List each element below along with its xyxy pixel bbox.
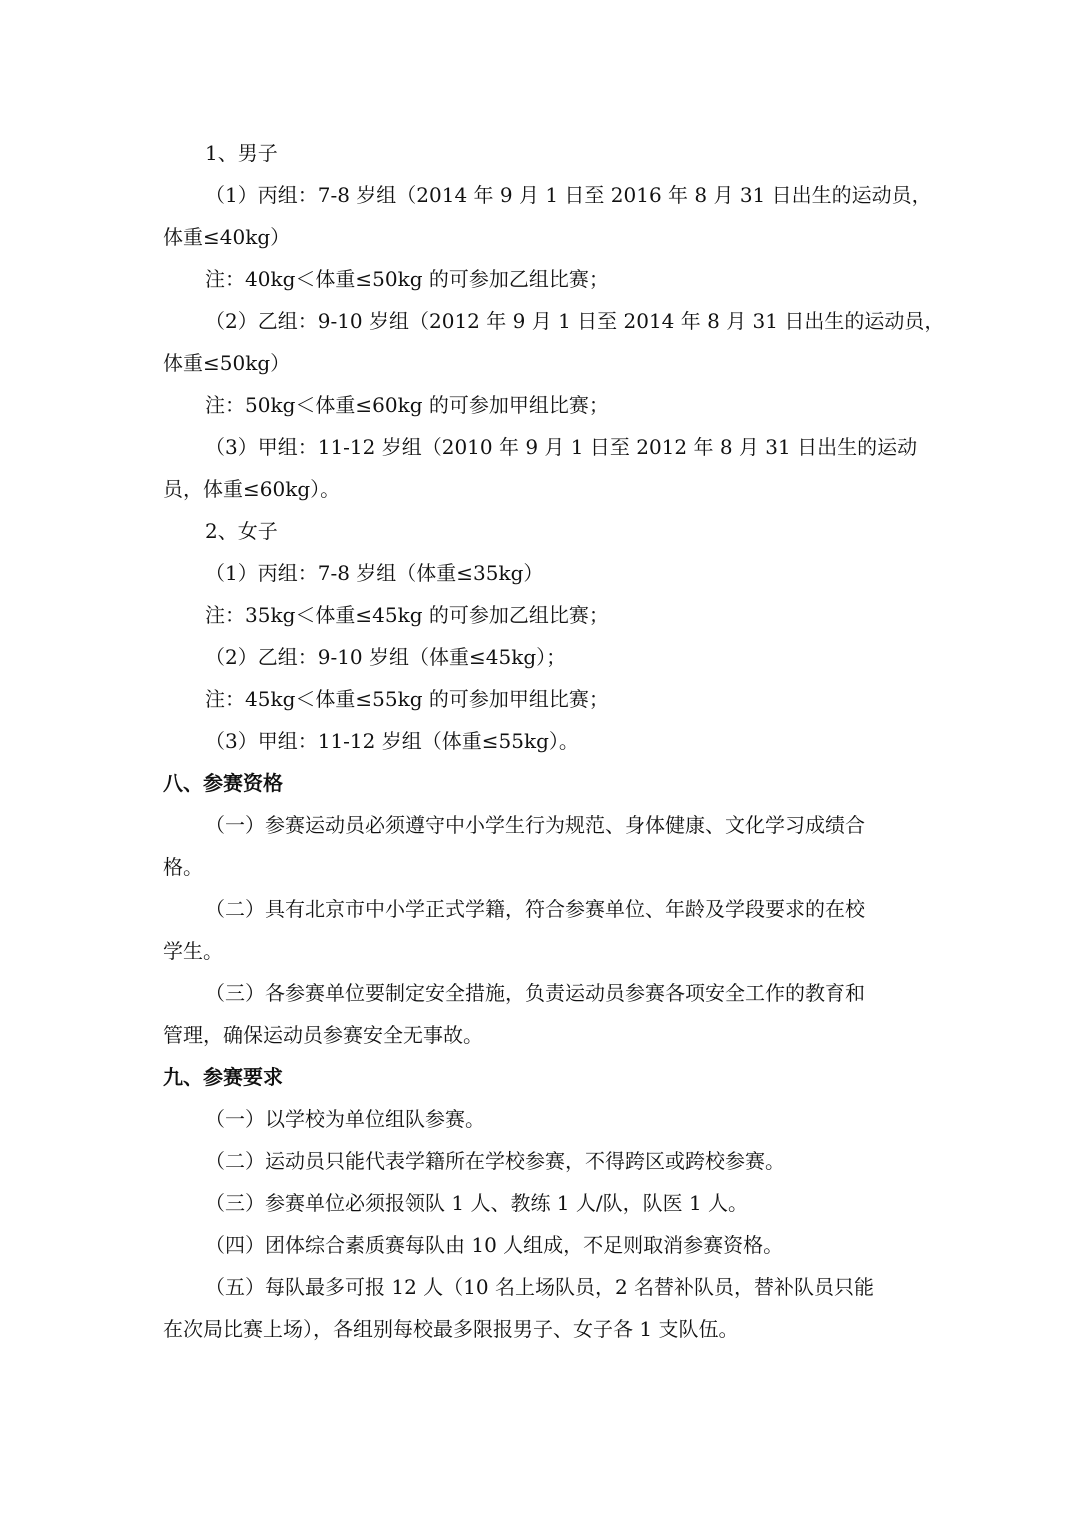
text-line: （二）具有北京市中小学正式学籍，符合参赛单位、年龄及学段要求的在校 [205, 897, 865, 921]
text-line: 员，体重≤60kg）。 [163, 477, 341, 501]
text-line: （二）运动员只能代表学籍所在学校参赛，不得跨区或跨校参赛。 [205, 1149, 785, 1173]
section-heading: 九、参赛要求 [163, 1065, 283, 1089]
text-line: 1、男子 [205, 141, 278, 165]
text-line: （三）参赛单位必须报领队 1 人、教练 1 人/队，队医 1 人。 [205, 1191, 749, 1215]
text-line: （3）甲组：11-12 岁组（2010 年 9 月 1 日至 2012 年 8 月 31 日出生的运动 [205, 435, 918, 459]
document-body [163, 132, 945, 1350]
text-line: （三）各参赛单位要制定安全措施，负责运动员参赛各项安全工作的教育和 [205, 981, 865, 1005]
text-line: 注：50kg＜体重≤60kg 的可参加甲组比赛； [205, 393, 609, 417]
text-line: 注：45kg＜体重≤55kg 的可参加甲组比赛； [205, 687, 609, 711]
text-line: （五）每队最多可报 12 人（10 名上场队员，2 名替补队员，替补队员只能 [205, 1275, 875, 1299]
text-line: （3）甲组：11-12 岁组（体重≤55kg）。 [205, 729, 579, 753]
text-line: （2）乙组：9-10 岁组（体重≤45kg）； [205, 645, 567, 669]
text-line: 2、女子 [205, 519, 278, 543]
text-line: （一）参赛运动员必须遵守中小学生行为规范、身体健康、文化学习成绩合 [205, 813, 865, 837]
text-line: 注：40kg＜体重≤50kg 的可参加乙组比赛； [205, 267, 609, 291]
text-line: 体重≤40kg） [163, 225, 291, 249]
text-line: （四）团体综合素质赛每队由 10 人组成，不足则取消参赛资格。 [205, 1233, 784, 1257]
text-line: （2）乙组：9-10 岁组（2012 年 9 月 1 日至 2014 年 8 月 31 日出生的运动员， [205, 309, 945, 333]
section-heading: 八、参赛资格 [163, 771, 283, 795]
text-line: （1）丙组：7-8 岁组（体重≤35kg） [205, 561, 544, 585]
text-line: （1）丙组：7-8 岁组（2014 年 9 月 1 日至 2016 年 8 月 31 日出生的运动员， [205, 183, 932, 207]
text-line: 学生。 [163, 939, 223, 963]
text-line: 格。 [163, 855, 203, 879]
text-line: 管理，确保运动员参赛安全无事故。 [163, 1023, 483, 1047]
text-line: （一）以学校为单位组队参赛。 [205, 1107, 485, 1131]
text-line: 体重≤50kg） [163, 351, 291, 375]
text-line: 在次局比赛上场），各组别每校最多限报男子、女子各 1 支队伍。 [163, 1317, 739, 1341]
text-line: 注：35kg＜体重≤45kg 的可参加乙组比赛； [205, 603, 609, 627]
